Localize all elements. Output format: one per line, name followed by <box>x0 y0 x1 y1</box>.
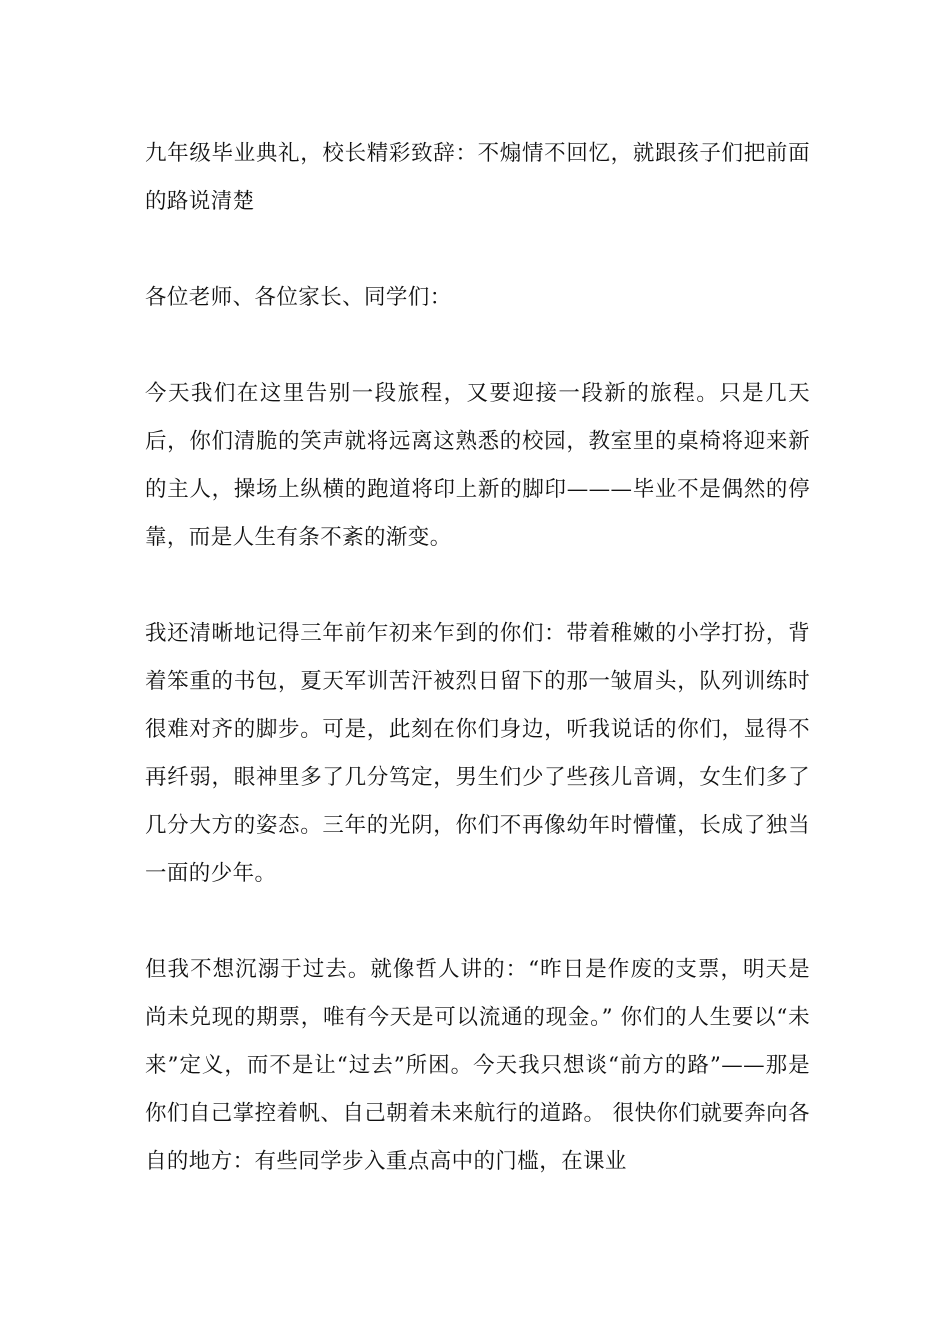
document-page <box>145 130 810 1186</box>
body-paragraph-2: 我还清晰地记得三年前乍初来乍到的你们：带着稚嫩的小学打扮，背着笨重的书包，夏天军训苦汗被烈日留下的那一皱眉头，队列训练时很难对齐的脚步。可是，此刻在你们身边，听我说话的你们，显得不再纤弱，眼神里多了几分笃定，男生们少了些孩儿音调，女生们多了几分大方的姿态。三年的光阴，你们不再像幼年时懵懂，长成了独当一面的少年。 <box>145 621 810 886</box>
salutation: 各位老师、各位家长、同学们： <box>145 285 452 310</box>
body-paragraph-3: 但我不想沉溺于过去。就像哲人讲的：“昨日是作废的支票，明天是尚未兑现的期票，唯有今天是可以流通的现金。” 你们的人生要以“未来”定义，而不是让“过去”所困。今天我只想谈“前方的路”——那是你们自己掌控着帆、自己朝着未来航行的道路。 很快你们就要奔向各自的地方：有些同学步入重点高中的门槛，在课业 <box>145 957 810 1174</box>
document-title: 九年级毕业典礼，校长精彩致辞：不煽情不回忆，就跟孩子们把前面的路说清楚 <box>145 141 810 214</box>
body-paragraph-1: 今天我们在这里告别一段旅程，又要迎接一段新的旅程。只是几天后，你们清脆的笑声就将远离这熟悉的校园，教室里的桌椅将迎来新的主人，操场上纵横的跑道将印上新的脚印———毕业不是偶然的停靠，而是人生有条不紊的渐变。 <box>145 381 810 550</box>
